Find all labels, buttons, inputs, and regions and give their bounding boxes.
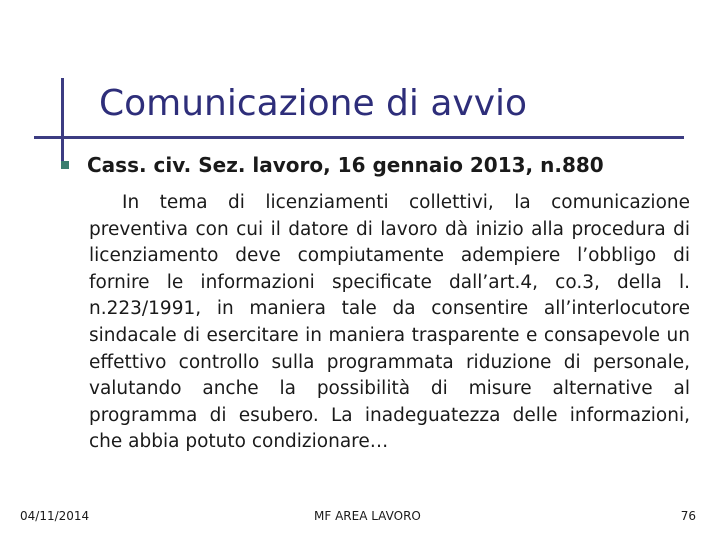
body-paragraph: In tema di licenziamenti collettivi, la comunicazione preventiva con cui il datore di lavoro dà inizio alla procedura di licenziamento deve compiutamente adempiere l’obbligo di fornire le informazioni specificate dall’art.4, co.3, della l. n.223/1991, in maniera tale da consentire all’interlocutore sindacale di esercitare in maniera trasparente e consapevole un effettivo controllo sulla programmata riduzione di personale, valutando anche la possibilità di misure alternative al programma di esubero. La inadeguatezza delle informazioni, che abbia potuto condizionare…	[89, 192, 690, 453]
slide-title: Comunicazione di avvio	[99, 83, 528, 124]
bullet-square-icon	[61, 161, 69, 169]
bullet-heading: Cass. civ. Sez. lavoro, 16 gennaio 2013, n.880	[87, 153, 604, 177]
title-horizontal-rule	[34, 136, 684, 139]
title-vertical-rule	[61, 78, 64, 166]
footer-date: 04/11/2014	[20, 509, 90, 523]
footer-page-number: 76	[680, 509, 696, 523]
footer-center-text: MF AREA LAVORO	[314, 509, 421, 523]
